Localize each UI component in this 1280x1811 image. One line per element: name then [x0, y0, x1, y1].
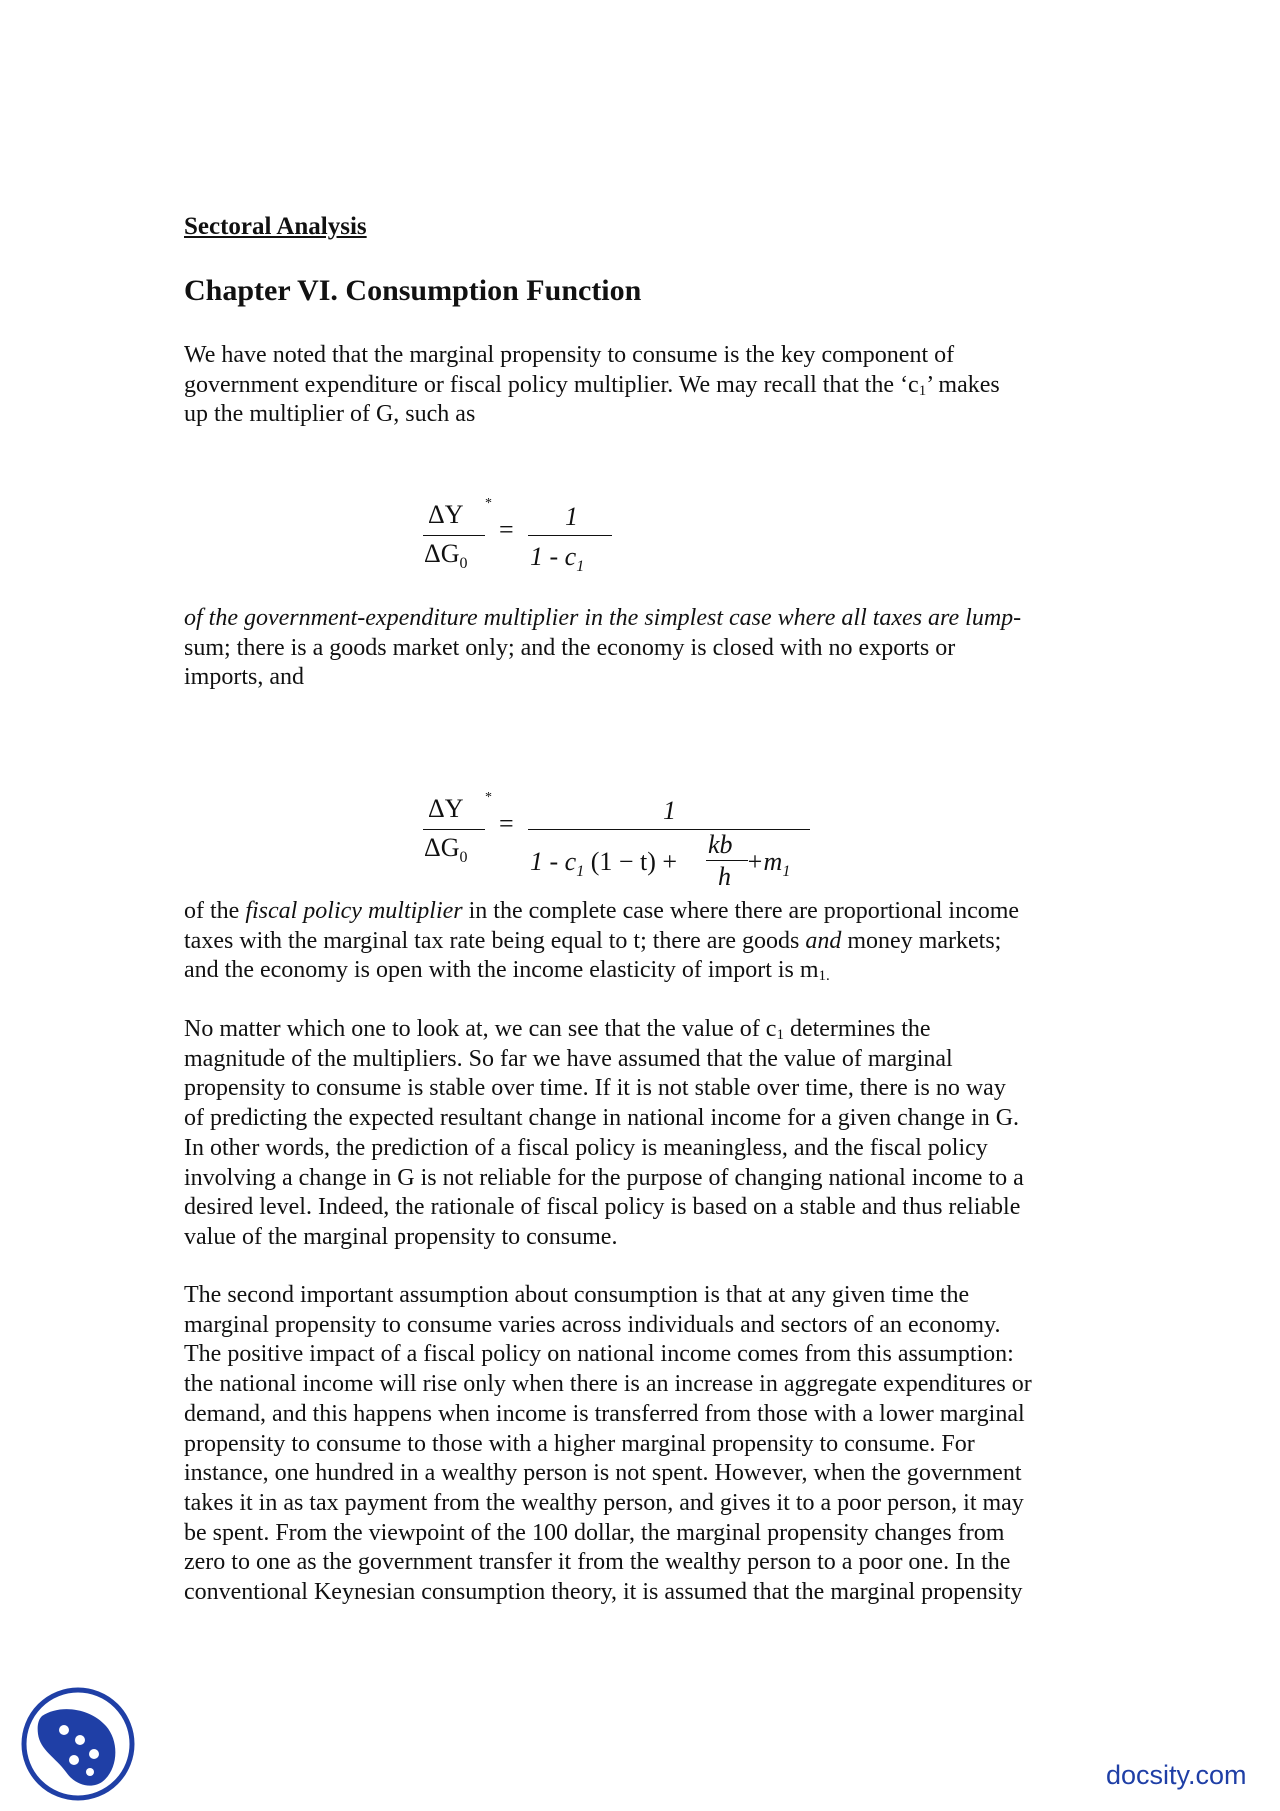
text-line: involving a change in G is not reliable for the purpose of changing national income to a [184, 1164, 1024, 1191]
docsity-logo-icon[interactable] [20, 1686, 136, 1802]
text-run: money markets; [841, 927, 1002, 954]
text-line: sum; there is a goods market only; and the economy is closed with no exports or [184, 634, 956, 661]
paragraph-complete-case [184, 897, 1114, 986]
paragraph-intro [184, 341, 1114, 430]
formula-numerator [428, 794, 464, 824]
paragraph-stability [184, 1015, 1114, 1253]
text-line: The positive impact of a fiscal policy on national income comes from this assumption: [184, 1341, 1014, 1368]
fraction-bar [423, 535, 485, 536]
section-title: Sectoral Analysis [184, 213, 367, 240]
text-line: of predicting the expected resultant change in national income for a given change in G. [184, 1105, 1020, 1132]
subscript: 1 [776, 1027, 784, 1043]
rhs-denominator [530, 542, 584, 576]
text-run: government expenditure or fiscal policy multiplier. We may recall that the ‘c [184, 371, 919, 398]
formula-denominator [424, 539, 468, 573]
text-line: The second important assumption about consumption is that at any given time the [184, 1282, 970, 1308]
text-run: in the complete case where there are proportional income [462, 898, 1020, 924]
text-run: No matter which one to look at, we can see that the value of c [184, 1016, 777, 1042]
subscript: 0 [459, 849, 468, 867]
paragraph-simple-case [184, 604, 1114, 693]
text-line: imports, and [184, 664, 304, 691]
text-line: desired level. Indeed, the rationale of fiscal policy is based on a stable and thus reliable [184, 1194, 1021, 1221]
text-run: of the [184, 898, 246, 924]
kb-term: kb [708, 830, 733, 859]
subscript: 1. [818, 968, 830, 985]
text-run: ’ makes [926, 371, 1000, 398]
text-line [184, 927, 1114, 957]
chapter-title: Chapter VI. Consumption Function [184, 274, 642, 307]
import-term [746, 847, 790, 881]
text-line [184, 371, 1114, 401]
plus-m: +m [746, 847, 783, 876]
formula-denominator [424, 833, 468, 867]
text-line: value of the marginal propensity to consume. [184, 1223, 618, 1250]
text-line [184, 897, 1114, 927]
text-line: zero to one as the government transfer it from the wealthy person to a poor one. In the [184, 1549, 1011, 1576]
text-line: up the multiplier of G, such as [184, 401, 476, 428]
text-line: propensity to consume to those with a higher marginal propensity to consume. For [184, 1430, 975, 1457]
text-line [184, 1015, 1114, 1045]
subscript: 1 [576, 558, 585, 576]
fraction-bar [423, 829, 485, 830]
text-line: In other words, the prediction of a fiscal policy is meaningless, and the fiscal policy [184, 1134, 988, 1161]
subscript: 1 [918, 382, 927, 399]
text-run: and the economy is open with the income elasticity of import is m [184, 957, 819, 984]
text-run-italic: fiscal policy multiplier [245, 898, 463, 924]
formula-equals: = [499, 809, 514, 838]
subscript: 1 [576, 863, 585, 881]
fraction-bar [706, 860, 748, 861]
formula-numerator [428, 500, 464, 530]
text-line: be spent. From the viewpoint of the 100 dollar, the marginal propensity changes from [184, 1519, 1005, 1546]
text-line: magnitude of the multipliers. So far we have assumed that the value of marginal [184, 1045, 953, 1072]
formula-star: * [485, 790, 492, 805]
text-run: taxes with the marginal tax rate being equal to t; there are goods [184, 927, 806, 954]
text-line: of the government-expenditure multiplier in the simplest case where all taxes are lump- [184, 605, 1022, 631]
text-line: marginal propensity to consume varies across individuals and sectors of an economy. [184, 1311, 1001, 1338]
paragraph-second-assumption [184, 1281, 1114, 1608]
text-line: We have noted that the marginal propensity to consume is the key component of [184, 342, 955, 368]
rhs-numerator: 1 [663, 796, 676, 825]
subscript: 0 [459, 555, 468, 573]
subscript: 1 [782, 863, 791, 881]
text-line [184, 956, 1114, 986]
text-line: instance, one hundred in a wealthy person is not spent. However, when the government [184, 1460, 1022, 1487]
delta-y: ΔY [428, 500, 464, 529]
text-line: takes it in as tax payment from the wealthy person, and gives it to a poor person, it may [184, 1489, 1024, 1516]
delta-g: ΔG [424, 539, 460, 568]
text-line: conventional Keynesian consumption theory, it is assumed that the marginal propensity [184, 1579, 1023, 1606]
docsity-brand-link[interactable]: docsity.com [1106, 1760, 1247, 1790]
formula-star: * [485, 496, 492, 511]
rhs-numerator: 1 [565, 502, 578, 531]
fraction-bar [528, 535, 612, 536]
rhs-denominator [530, 847, 677, 881]
text-line: propensity to consume is stable over time. If it is not stable over time, there is no way [184, 1075, 1006, 1102]
text-run-italic: and [805, 927, 842, 954]
one-minus-c: 1 - c [530, 542, 577, 571]
one-minus-c: 1 - c [530, 847, 577, 876]
fraction-bar [528, 829, 810, 830]
formula-equals: = [499, 515, 514, 544]
text-line: the national income will rise only when there is an increase in aggregate expenditures or [184, 1371, 1032, 1398]
delta-g: ΔG [424, 833, 460, 862]
text-line: demand, and this happens when income is transferred from those with a lower marginal [184, 1400, 1025, 1427]
delta-y: ΔY [428, 794, 464, 823]
tax-term: (1 − t) + [584, 847, 678, 876]
text-run: determines the [783, 1016, 931, 1042]
h-term: h [718, 862, 731, 891]
